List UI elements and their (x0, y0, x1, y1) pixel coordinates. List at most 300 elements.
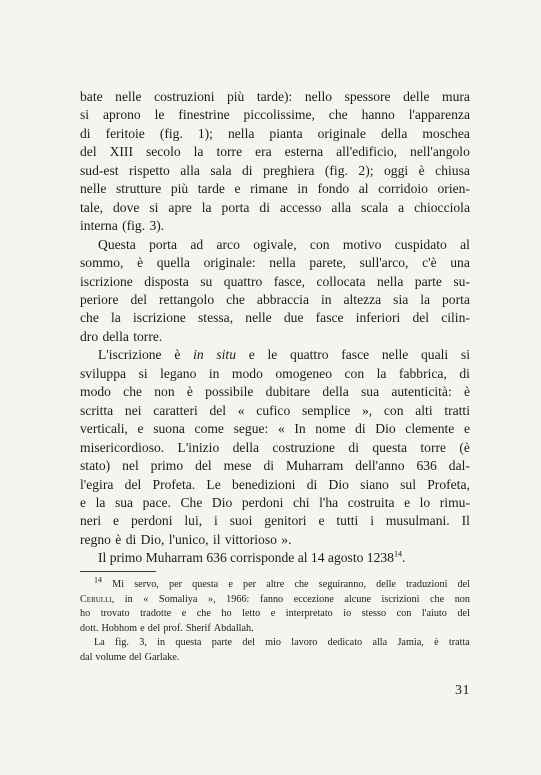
word: l'ha (319, 494, 339, 510)
word: clemente (405, 421, 455, 437)
word: sia (393, 291, 409, 307)
word: Dio (211, 494, 233, 510)
word: nella (376, 273, 404, 289)
word: del (80, 144, 97, 160)
word: vittorioso (224, 531, 277, 547)
word: non (154, 384, 175, 400)
word: Garlake. (144, 651, 180, 663)
text-line (80, 162, 470, 180)
word: della (232, 439, 260, 455)
word: chiusa (435, 162, 470, 178)
word: dove (112, 199, 140, 215)
word: con (309, 236, 330, 252)
word: 3, (139, 637, 147, 649)
word: 636 (416, 458, 437, 474)
word: che (80, 310, 99, 326)
word: l'apparenza (408, 107, 470, 123)
word: della (102, 328, 129, 344)
word: pianta (269, 125, 303, 141)
word: Hobhom (101, 622, 138, 634)
text-line (80, 439, 470, 457)
word: legano (160, 365, 197, 381)
word: dubitare (265, 384, 311, 400)
line-text: Il primo Muharram 636 corrisponde al 14 agosto 1238$^{14}$. (98, 549, 406, 566)
text-line (80, 291, 470, 309)
word: torre (216, 144, 243, 160)
word: il (212, 531, 221, 547)
word: moschea (422, 125, 470, 141)
word: altezza (343, 291, 382, 307)
word: è (115, 531, 122, 547)
word: in (157, 637, 166, 649)
word: Abdallah. (213, 622, 254, 634)
word: cufico (256, 402, 291, 418)
word: siano (360, 476, 389, 492)
word: Dio, (140, 531, 165, 547)
word: feritoie (105, 125, 145, 141)
word: sul (400, 476, 416, 492)
word: dell'anno (355, 458, 405, 474)
text-line (80, 143, 470, 161)
word: era (255, 144, 272, 160)
word: possibile (205, 384, 254, 400)
word: di (306, 476, 318, 492)
word: e (80, 494, 87, 510)
word: tradotte (140, 608, 172, 620)
word: stato) (80, 458, 111, 474)
word: esterna (284, 144, 324, 160)
word: è (418, 162, 425, 178)
word: Dio (328, 476, 349, 492)
word: sala (210, 162, 232, 178)
word: alti (415, 402, 433, 418)
word: tratta (448, 637, 470, 649)
word: l'unico, (168, 531, 209, 547)
word: una (450, 255, 470, 271)
word: e (463, 421, 470, 437)
word: costruita (347, 494, 395, 510)
word: scala (361, 199, 389, 215)
word: porta (442, 291, 470, 307)
word: mese (223, 458, 252, 474)
word: periore (80, 291, 119, 307)
word: In (294, 421, 306, 437)
word: verticali, (80, 421, 128, 437)
word: del (124, 476, 142, 492)
word: ho (221, 608, 232, 620)
word: le (154, 107, 165, 123)
word: tratti (444, 402, 470, 418)
word: che (196, 608, 211, 620)
paragraph-first-line (80, 549, 470, 567)
word: regno (80, 531, 111, 547)
word: che (226, 291, 245, 307)
word: 2); (358, 162, 374, 178)
word: due (283, 310, 304, 326)
line-text: L'iscrizione è in situ e le quattro fasce nelle quali si (98, 347, 470, 363)
word: con (383, 402, 404, 418)
word: i (370, 513, 374, 529)
word: è (434, 637, 439, 649)
word: originale: (203, 255, 256, 271)
word: nel (122, 458, 139, 474)
word: è (186, 384, 193, 400)
word: XIII (109, 144, 133, 160)
text-line (80, 402, 470, 420)
word: originale (317, 125, 366, 141)
word: ». (281, 531, 292, 547)
word: lui, (184, 513, 203, 529)
word: rettangolo (159, 291, 215, 307)
word: omogeneo (275, 365, 333, 381)
word: la (420, 291, 431, 307)
text-line (80, 328, 470, 346)
line-text: Cerulli, in « Somaliya », 1966: fanno eccezione alcune iscrizioni che non (80, 593, 470, 605)
word: del (242, 637, 255, 649)
word: di (459, 365, 470, 381)
word: di (263, 458, 275, 474)
word: scritta (80, 402, 114, 418)
word: pace. (142, 494, 171, 510)
word: piccolissime, (243, 107, 315, 123)
word: delle (403, 89, 430, 104)
word: L'inizio (177, 439, 220, 455)
text-line (80, 106, 470, 124)
word: stesso (361, 608, 387, 620)
word: « (277, 421, 285, 437)
word: del (195, 458, 212, 474)
word: orien- (437, 181, 470, 197)
word: (fig. (324, 162, 348, 178)
word: misericordioso. (80, 439, 165, 455)
word: cilin- (441, 310, 470, 326)
word: sviluppa (80, 365, 127, 381)
word: rimane (250, 181, 288, 197)
word: si (138, 365, 148, 381)
word: e (181, 608, 187, 620)
word: lo (419, 494, 431, 510)
word: su- (453, 273, 470, 289)
word: prof. (163, 622, 183, 634)
word: 3). (149, 218, 165, 234)
word: accesso (279, 199, 322, 215)
word: torre. (133, 328, 163, 344)
word: Muharram (285, 458, 344, 474)
word: sommo, (80, 255, 124, 271)
word: sud-est (80, 162, 119, 178)
word: ogivale, (253, 236, 297, 252)
word: (fig. (122, 218, 146, 234)
word: iscrizione (80, 273, 133, 289)
word: nei (124, 402, 142, 418)
body-text (80, 88, 470, 568)
paragraph-first-line (80, 346, 470, 364)
word: e (318, 513, 325, 529)
word: dott. (80, 622, 99, 634)
word: all'edificio, (336, 144, 398, 160)
word: della (322, 384, 349, 400)
word: Che (180, 494, 203, 510)
word: », (361, 402, 373, 418)
text-line (80, 512, 470, 530)
word: porta (221, 199, 250, 215)
text-line (80, 457, 470, 475)
text-line (80, 383, 470, 401)
footnote-number: 14 (94, 575, 102, 585)
word: la (111, 310, 121, 326)
text-line (80, 125, 470, 143)
word: spessore (344, 89, 391, 104)
word: suona (153, 421, 185, 437)
word: la (201, 199, 212, 215)
word: La (94, 637, 105, 649)
word: fasce (315, 310, 344, 326)
word: che (328, 107, 348, 123)
word: del (457, 608, 470, 620)
word: hanno (361, 107, 395, 123)
word: modo (80, 384, 111, 400)
text-line (80, 494, 470, 512)
word: modo (231, 365, 263, 381)
word: la (193, 144, 204, 160)
word: e (113, 513, 120, 529)
text-line (80, 476, 470, 494)
word: a (398, 199, 405, 215)
word: Dio (375, 421, 396, 437)
word: (fig. (159, 125, 183, 141)
text-line (80, 309, 470, 327)
word: del (209, 402, 227, 418)
word: « (237, 402, 245, 418)
word: di (348, 439, 359, 455)
word: fig. (115, 637, 129, 649)
word: (è (459, 439, 470, 455)
word: nell'angolo (410, 144, 470, 160)
word: in (297, 181, 308, 197)
word: nome (315, 421, 346, 437)
word: secolo (145, 144, 181, 160)
word: porta (149, 236, 177, 252)
word: mura (442, 89, 470, 104)
word: abbraccia (256, 291, 309, 307)
word: caratteri (153, 402, 198, 418)
word: al (358, 181, 369, 197)
word: nella (269, 255, 296, 271)
word: in (208, 365, 220, 381)
word: come (194, 421, 224, 437)
word: costruzione (272, 439, 336, 455)
word: autenticità: (391, 384, 452, 400)
footnote-reference: 14 (393, 549, 402, 559)
word: alla (372, 637, 388, 649)
word: si (80, 107, 90, 123)
word: i (214, 513, 218, 529)
text-line (80, 88, 470, 106)
word: più (170, 181, 189, 197)
word: alla (180, 162, 200, 178)
word: parete, (309, 255, 346, 271)
word: chi (292, 494, 310, 510)
word: la (376, 365, 387, 381)
word: bate (80, 89, 103, 104)
word: e (140, 622, 145, 634)
word: sull'arco, (359, 255, 409, 271)
word: 1); (197, 125, 213, 141)
word: dro (80, 328, 99, 344)
word: questa (372, 439, 408, 455)
word: ho (80, 608, 91, 620)
word: di (125, 531, 137, 547)
text-line (80, 420, 470, 438)
word: genitori (264, 513, 307, 529)
word: Profeta, (427, 476, 470, 492)
word: perdoni (241, 494, 284, 510)
word: neri (80, 513, 102, 529)
word: con (344, 365, 365, 381)
word: strutture (115, 181, 162, 197)
footnote-line (80, 651, 470, 666)
word: parte (211, 637, 233, 649)
word: oggi (383, 162, 409, 178)
word: l'egira (80, 476, 114, 492)
italic-phrase: in situ (193, 347, 237, 363)
word: stessa, (198, 310, 234, 326)
page-number: 31 (455, 683, 470, 698)
footnote-line (80, 607, 470, 622)
word: lavoro (291, 637, 318, 649)
word: finestrine (178, 107, 230, 123)
word: dedicato (327, 637, 363, 649)
word: arco (216, 236, 240, 252)
word: fondo (317, 181, 350, 197)
word: corridoio (378, 181, 428, 197)
word: aprono (102, 107, 141, 123)
word: c'è (422, 255, 437, 271)
word: tarde): (256, 89, 293, 104)
text-line (80, 217, 470, 235)
footnote-line (80, 593, 470, 608)
word: rispetto (129, 162, 170, 178)
word: è (137, 255, 144, 271)
word: su (200, 273, 213, 289)
footnote-line (80, 636, 470, 651)
word: musulmani. (385, 513, 450, 529)
word: interna (80, 218, 118, 234)
word: con (396, 608, 412, 620)
word: si (149, 199, 159, 215)
word: parte (414, 273, 442, 289)
text-line (80, 254, 470, 272)
text-line (80, 365, 470, 383)
word: semplice (301, 402, 351, 418)
word: Sherif (185, 622, 211, 634)
word: nella (227, 125, 255, 141)
word: segue: (233, 421, 269, 437)
footnote-line (80, 575, 471, 593)
word: fabbrica, (398, 365, 447, 381)
paragraph-first-line (80, 236, 470, 254)
word: del (129, 651, 142, 663)
word: di (242, 162, 253, 178)
word: di (259, 199, 270, 215)
word: inferiori (355, 310, 401, 326)
word: Profeta. (152, 476, 196, 492)
word: ad (190, 236, 204, 252)
word: letto (242, 608, 261, 620)
word: quella (156, 255, 190, 271)
word: e (270, 608, 276, 620)
word: in (320, 291, 332, 307)
word: questa (175, 637, 202, 649)
word: nelle (80, 181, 107, 197)
text-line (80, 273, 470, 291)
word: mio (265, 637, 281, 649)
word: dal (80, 651, 93, 663)
word: Il (461, 513, 470, 529)
word: quattro (223, 273, 263, 289)
word: di (80, 125, 91, 141)
footnotes (80, 575, 471, 666)
word: interpretato (285, 608, 333, 620)
word: preghiera (263, 162, 315, 178)
author-name: Cerulli (80, 593, 112, 605)
word: tarde (197, 181, 225, 197)
word: dal- (448, 458, 470, 474)
word: è (463, 384, 470, 400)
word: sua (361, 384, 380, 400)
line-text: $^{14}$ Mi servo, per questa e per altre che seguiranno, delle traduzioni del (94, 575, 471, 590)
word: e (137, 421, 144, 437)
word: Jamia, (397, 637, 424, 649)
text-line (80, 531, 470, 549)
word: cuspidato (394, 236, 447, 252)
word: di (355, 421, 366, 437)
word: la (95, 494, 106, 510)
word: collocata (316, 273, 366, 289)
word: costruzioni (154, 89, 215, 104)
word: perdoni (130, 513, 173, 529)
word: più (226, 89, 245, 104)
word: l'aiuto (421, 608, 447, 620)
word: disposta (144, 273, 189, 289)
word: io (343, 608, 352, 620)
word: Le (206, 476, 221, 492)
word: tutti (336, 513, 359, 529)
word: Questa (98, 236, 136, 252)
word: chiocciola (414, 199, 470, 215)
word: del (412, 310, 430, 326)
word: suoi (229, 513, 253, 529)
footnote-line (80, 622, 470, 637)
word: che (123, 384, 143, 400)
word: della (380, 125, 408, 141)
word: alla (331, 199, 352, 215)
text-line (80, 180, 470, 198)
word: al (460, 236, 470, 252)
word: e (404, 494, 411, 510)
word: e (234, 181, 241, 197)
word: del (130, 291, 148, 307)
footnote-separator (80, 571, 156, 572)
word: fasce, (273, 273, 306, 289)
word: nelle (115, 89, 142, 104)
word: sua (114, 494, 134, 510)
word: volume (95, 651, 127, 663)
word: del (147, 622, 161, 634)
word: tale, (80, 199, 104, 215)
word: primo (150, 458, 184, 474)
word: apre (168, 199, 192, 215)
